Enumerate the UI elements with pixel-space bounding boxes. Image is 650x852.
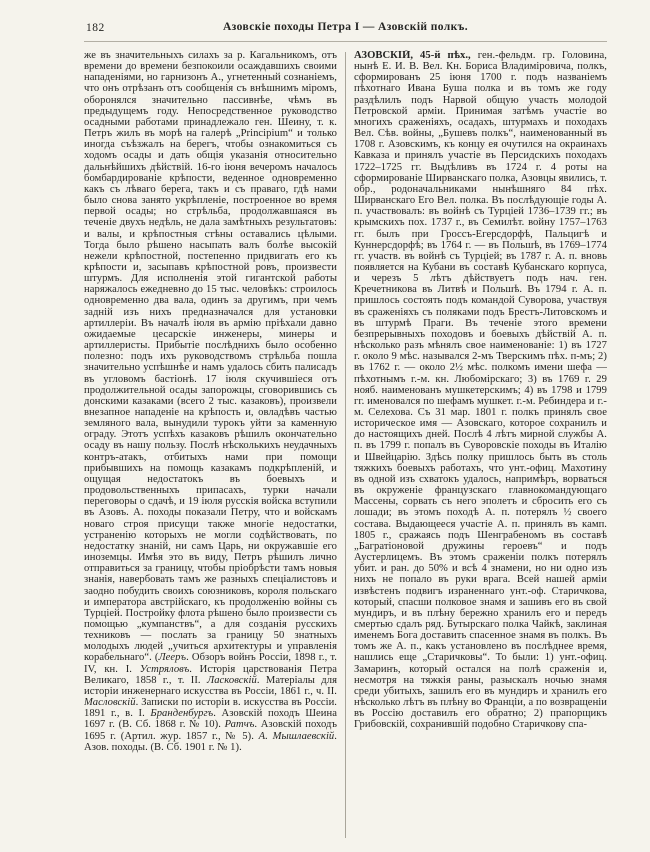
header-rule	[84, 41, 607, 42]
bibliography: (Лееръ. Обзоръ войнъ Россіи, 1898 г., т. IV, кн. I. Устряловъ. Исторія царствованія Петра Великаго, 1858 г., т. II. Ласковскій. Матеріалы для исторіи инженернаго искусства въ Россіи, 1861 г., ч. II. Масловскій. Записки по исторіи в. искусства въ Россіи. 1891 г., в. I. Бранденбургъ. Азовскій походъ Шеина 1697 г. (В. Сб. 1868 г. № 10). Ратчъ. Азовскій походъ 1695 г. (Артил. жур. 1857 г., № 5). А. Мышлаевскій. Азов. походы. (В. Сб. 1901 г. № 1).	[84, 652, 337, 753]
azov-campaigns-continuation	[84, 50, 337, 753]
right-column	[354, 50, 607, 844]
running-head: Азовскіе походы Петра I — Азовскій полкъ.	[222, 21, 469, 33]
azov-regiment-article	[354, 50, 607, 731]
left-column	[84, 50, 337, 844]
page-header	[84, 21, 607, 37]
text-columns	[84, 50, 607, 844]
left-column-text: же въ значительныхъ силахъ за р. Кагальникомъ, отъ времени до времени безпокоили осаждавшихъ своими нападеніями, но гарнизонъ А., угнетенный сознаніемъ, что онъ отрѣзанъ отъ сообщенія съ внѣшнимъ міромъ, оборонялся значительно пассивнѣе, чѣмъ въ предыдущемъ году. Непосредственное руководство осадными работами принадлежало ген. Шеину, т. к. Петръ жилъ въ морѣ на галерѣ „Principium“ и только иногда съѣзжалъ на берегъ, чтобы ознакомиться съ ходомъ осады и дать общія указанія относительно дальнѣйшихъ дѣйствій. 16-го іюня вечеромъ началось бомбардированіе крѣпости, веденное одновременно какъ съ лѣваго берега, такъ и съ праваго, гдѣ нами было снова занято укрѣпленіе, построенное во время первой осады; но стрѣльба, продолжавшаяся въ теченіе двухъ недѣль, не дала замѣтныхъ результатовъ: и валы, и крѣпостныя стѣны оставались цѣлыми. Тогда было рѣшено насыпать валъ болѣе высокій нежели крѣпостной, постепенно придвигать его къ крѣпости и, засыпавъ крѣпостной ровъ, произвести штурмъ. Для исполненія этой гигантской работы наряжалось ежедневно до 15 тыс. человѣкъ: строилось одновременно два вала, одинъ за другимъ, при чемъ задній изъ нихъ предназначался для установки артиллеріи. Въ началѣ іюля въ армію пріѣхали давно ожидаемые цесарскіе инженеры, минеры и артиллеристы. Прибытіе послѣднихъ было особенно полезно: подъ ихъ руководствомъ стрѣльба пошла значительно успѣшнѣе и намъ удалось сбить палисадъ въ угловомъ бастіонѣ. 17 іюля скучившіеся отъ продолжительной осады запорожцы, сговорившись съ донскими казаками (всего 2 тыс. казаковъ), произвели внезапное нападеніе на крѣпость и, овладѣвъ частью земляного вала, вынудили турокъ уйти за каменную ограду. Этотъ успѣхъ казаковъ рѣшилъ окончательно осаду въ нашу пользу. Послѣ нѣсколькихъ неудачныхъ контръ-атакъ, отбитыхъ нами при помощи прибывшихъ на помощь казакамъ подкрѣпленій, и ощущая недостатокъ въ боевыхъ и продовольственныхъ припасахъ, турки начали переговоры о сдачѣ, и 19 іюля русскія войска вступили въ Азовъ. А. походы показали Петру, что и войскамъ новаго строя присущи также многіе недостатки, устраненію которыхъ не могли содѣйствовать, по недостатку знаній, ни самъ Царь, ни окружавшіе его иноземцы. Имѣя это въ виду, Петръ рѣшилъ лично отправиться за границу, чтобы пріобрѣсти тамъ новыя знанія, навербовать тамъ же разныхъ спеціалистовъ и заодно побудить своихъ союзниковъ, короля польскаго и императора австрійскаго, къ продолженію войны съ Турціей. Постройку флота рѣшено было произвести съ помощью „кумпанствъ“, а для созданія русскихъ техниковъ — послать за границу 50 знатныхъ молодыхъ людей „учиться архитектуры и управленія корабельнаго“.	[84, 50, 337, 664]
page-number: 182	[86, 22, 105, 34]
article-title: АЗОВСКІЙ, 45-й пѣх.,	[354, 50, 471, 61]
right-column-text: ген.-фельдм. гр. Головина, нынѣ Е. И. В. Вел. Кн. Бориса Владиміровича, полкъ, сформированъ 25 іюня 1700 г. подъ названіемъ пѣхотнаго Ивана Буша полка и въ томъ же году раздѣлилъ подъ Нарвой общую участь молодой Петровской арміи. Принимая затѣмъ участіе во многихъ сраженіяхъ, осадахъ, штурмахъ и походахъ Вел. Сѣв. войны, „Бушевъ полкъ“, наименованный въ 1708 г. Азовскимъ, къ концу ея очутился на окраинахъ Кавказа и принялъ участіе въ Персидскихъ походахъ 1722–1725 гг. Выдѣливъ въ 1724 г. 4 роты на сформированіе Ширванскаго полка, Азовцы явились, т. обр., родоначальниками нынѣшняго 84 пѣх. Ширванскаго Его Вел. полка. Въ послѣдующіе годы А. п. участвовалъ: въ войнѣ съ Турціей 1736–1739 гг.; въ крымскихъ пох. 1737 г., въ Семилѣт. войну 1757–1763 гг. былъ при Гроссъ-Егерсдорфѣ, Пальцигѣ и Куннерсдорфѣ; въ 1764 г. — въ Польшѣ, въ 1769–1774 гг. участв. въ войнѣ съ Турціей; въ 1787 г. А. п. вновь появляется на Кубани въ составѣ Кубанскаго корпуса, и черезъ 5 лѣтъ дѣйствуетъ подъ нач. ген. Кречетникова въ Литвѣ и Польшѣ. Въ 1794 г. А. п. пришлось состоять подъ командой Суворова, участвуя въ сраженіяхъ съ поляками подъ Брестъ-Литовскомъ и въ штурмѣ Праги. Въ теченіе этого времени безпрерывныхъ походовъ и боевыхъ дѣйствій А. п. нѣсколько разъ мѣнялъ свое наименованіе: 1) въ 1727 г. около 9 мѣс. назывался 2-мъ Тверскимъ пѣх. п-мъ; 2) въ 1762 г. — около 2½ мѣс. полкомъ имени шефа — пѣхотнымъ г.-м. кн. Любомірскаго; 3) въ 1769 г. 29 нояб. наименованъ мушкетерскимъ; 4) въ 1798 и 1799 гг. именовался по шефамъ мушкет. г.-м. Ребиндера и г.-м. Селехова. Съ 31 мар. 1801 г. полкъ принялъ свое историческое имя — Азовскаго, которое сохранилъ и до настоящихъ дней. Послѣ 4 лѣтъ мирной службы А. п. въ 1799 г. попалъ въ Суворовскіе походы въ Италію и Швейцарію. Здѣсь полку пришлось быть въ столь тяжкихъ боевыхъ работахъ, что унт.-офиц. Махотину въ одной изъ схватокъ удалось, напримѣръ, ворваться въ окруженіе французскаго главнокомандующаго Массены, сорвать съ него эполетъ и сбросить его съ лошади; въ этомъ походѣ А. п. потерялъ ½ своего состава. Выдающееся участіе А. п. принялъ въ камп. 1805 г., сражаясь подъ Шенграбеномъ въ составѣ „Багратіоновой дружины героевъ“ и подъ Аустерлицемъ. Въ этомъ сраженіи полкъ потерялъ убит. и ран. до 50% и всѣ 4 знамени, но ни одно изъ нихъ не попало въ руки врага. Всей нашей арміи извѣстенъ подвигъ израненнаго унт.-оф. Старичкова, который, спасши полковое знамя и зашивъ его въ свой мундиръ, и въ плѣну бережно хранилъ его и передъ смертью сдалъ ряд. Бутырскаго полка Чайкѣ, заклиная именемъ Бога доставить спасенное знамя въ полкъ. Въ томъ же А. п., какъ установлено въ послѣднее время, нашлись еще „Старичковы“. То были: 1) унт.-офиц. Замаринъ, который остался на полѣ сраженія и, несмотря на тяжкія раны, разыскалъ ночью знамя среди убитыхъ, зашилъ его въ мундиръ и хранилъ его нѣсколько лѣтъ въ плѣну во Франціи, а по возвращеніи въ Россію доставилъ его обратно; 2) прапорщикъ Грибовскій, сохранившій подобно Старичкову спа-	[354, 50, 607, 731]
column-divider	[345, 52, 346, 838]
